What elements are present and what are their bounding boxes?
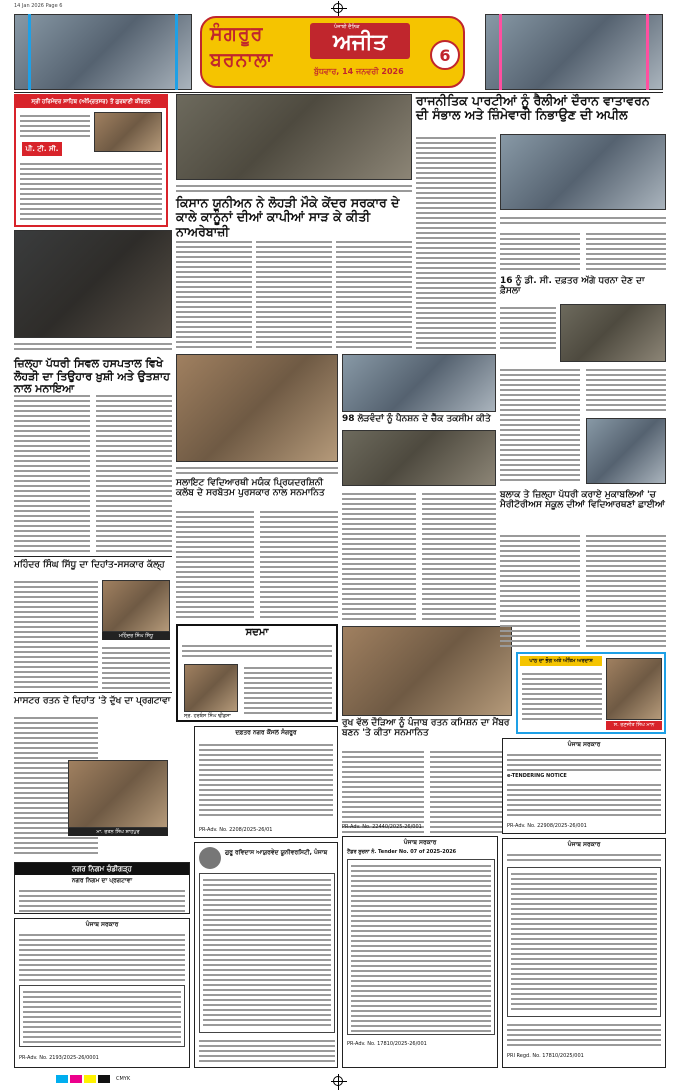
farmer-protest-photo — [176, 94, 412, 180]
print-slug: 14 Jan 2026 Page 6 — [14, 3, 63, 9]
pension-story-col1 — [342, 490, 416, 622]
nagar-nigam-ad — [14, 862, 190, 914]
dc-story-col3 — [586, 366, 666, 414]
shradhanjali-ad — [516, 652, 666, 734]
environment-photo — [500, 134, 666, 210]
punjab-gov-right2-footer — [507, 1021, 661, 1047]
sadma-ad — [176, 624, 338, 722]
e-tender-label: e-TENDERING NOTICE — [507, 773, 567, 779]
cook-photo-caption: ਮਾ. ਰਤਨ ਸਿੰਘ ਸ਼ਾਹਪੁਰ — [68, 828, 168, 836]
swatch-yellow — [84, 1075, 96, 1083]
university-logo — [199, 847, 221, 869]
gurbani-ad-schedule — [20, 160, 162, 224]
masthead-right-frame — [499, 14, 649, 90]
masthead-banner — [200, 16, 465, 88]
block-story-col1 — [500, 532, 580, 648]
masthead-left-frame — [28, 14, 178, 90]
punjab-gov-right2-intro — [507, 851, 661, 865]
registration-mark-bottom — [333, 1076, 343, 1086]
students-story-col1 — [176, 508, 254, 620]
nagar-nigam-title: ਨਗਰ ਨਿਗਮ ਚੰਡੀਗੜ੍ਹ — [15, 863, 189, 875]
pr-adv-tender: PR-Adv. No. 17810/2025-26/001 — [347, 1041, 427, 1047]
university-ad — [194, 842, 338, 1068]
university-title: ਗੁਰੂ ਰਵਿਦਾਸ ਆਯੁਰਵੇਦ ਯੂਨੀਵਰਸਿਟੀ, ਪੰਜਾਬ — [225, 849, 328, 856]
environment-story-col — [416, 134, 496, 350]
block-headline: ਬਲਾਕ ਤੇ ਜ਼ਿਲ੍ਹਾ ਪੱਧਰੀ ਕਰਾਏ ਮੁਕਾਬਲਿਆਂ 'ਚ ਮੈਰੀਟੋਰੀਅਸ ਸਕੂਲ ਦੀਆਂ ਵਿਦਿਆਰਥਣਾਂ ਛਾਈਆਂ — [500, 490, 665, 511]
sadma-photo-caption: ਸ੍ਰ. ਹਰਬੰਸ ਸਿੰਘ ਢੀਂਡਸਾ — [184, 713, 231, 719]
punjab-gov-right1-body — [507, 781, 661, 819]
punjab-gov-left-table — [19, 985, 185, 1047]
punjab-gov-left-title: ਪੰਜਾਬ ਸਰਕਾਰ — [85, 921, 119, 928]
tender-table — [347, 859, 495, 1035]
shradhanjali-text — [522, 670, 602, 724]
students-story-col2 — [260, 508, 338, 620]
nagar-nigam-text — [19, 887, 185, 913]
punjab-gov-left-text — [19, 931, 185, 981]
gurbani-ad — [14, 94, 168, 227]
left-rule-1 — [14, 556, 172, 557]
gurbani-ad-title: ਸ੍ਰੀ ਹਰਿਮੰਦਰ ਸਾਹਿਬ (ਅੰਮ੍ਰਿਤਸਰ) ਤੋਂ ਗੁਰਬਾਣੀ ਕੀਰਤਨ — [16, 96, 166, 108]
punjab-rattan-headline: ਰੁਖ ਵੱਲ ਦੌੜਿਆ ਨੂੰ ਪੰਜਾਬ ਰਤਨ ਕਮਿਸ਼ਨ ਦਾ ਮੈਂਬਰ ਬਣਨ 'ਤੇ ਕੀਤਾ ਸਨਮਾਨਿਤ — [342, 718, 510, 739]
dc-story-col1 — [500, 304, 556, 350]
paper-tag: ਪੰਜਾਬੀ ਦੈਨਿਕ — [334, 24, 360, 30]
cook-headline: ਮਾਸਟਰ ਰਤਨ ਦੇ ਦਿਹਾਂਤ 'ਤੇ ਦੁੱਖ ਦਾ ਪ੍ਰਗਟਾਵਾ — [14, 696, 171, 706]
pension-photo — [342, 354, 496, 412]
dc-headline: 16 ਨੂੰ ਡੀ. ਸੀ. ਦਫ਼ਤਰ ਅੱਗੇ ਧਰਨਾ ਦੇਣ ਦਾ ਫ਼ੈਸਲਾ — [500, 276, 645, 297]
pr-adv-rattan: PR-Adv. No. 22440/2025-26/001 — [342, 824, 422, 830]
environment-story-col3 — [586, 230, 666, 272]
punjab-rattan-col2 — [430, 748, 512, 834]
girls-headline: 98 ਲੋੜਵੰਦਾਂ ਨੂੰ ਪੈਨਸ਼ਨ ਦੇ ਚੈੱਕ ਤਕਸੀਮ ਕੀਤੇ — [342, 414, 491, 424]
tender-ad — [342, 836, 498, 1068]
punjab-gov-right1-title: ਪੰਜਾਬ ਸਰਕਾਰ — [567, 741, 601, 748]
shradhanjali-photo — [606, 658, 662, 720]
swatch-black — [98, 1075, 110, 1083]
punjab-gov-ad-left — [14, 918, 190, 1068]
farmer-story-col2 — [256, 238, 332, 350]
swatch-cyan — [56, 1075, 68, 1083]
punjab-gov-ad-right-2 — [502, 838, 666, 1068]
punjab-gov-right2-title: ਪੰਜਾਬ ਸਰਕਾਰ — [567, 841, 601, 848]
obit-story-col2 — [102, 644, 170, 688]
swatch-magenta — [70, 1075, 82, 1083]
paper-name-box — [310, 23, 410, 59]
punjab-gov-right2-table — [507, 867, 661, 1017]
paper-name: ਅਜੀਤ — [333, 30, 387, 55]
punjab-gov-right1-text — [507, 751, 661, 771]
farmer-photo-caption — [176, 182, 412, 194]
nagar-nigam-sub: ਨਗਰ ਨਿਗਮ ਦਾ ਪ੍ਰਗਟਾਵਾ — [71, 877, 133, 884]
sadma-photo — [184, 664, 238, 712]
sadma-intro — [182, 642, 332, 660]
students-group-photo — [176, 354, 338, 462]
nagar-council-text — [199, 741, 333, 821]
page-number: 6 — [430, 40, 460, 70]
university-footer — [199, 1037, 335, 1065]
lohri-photo-caption — [14, 340, 172, 354]
edition-date: ਬੁੱਧਵਾਰ, 14 ਜਨਵਰੀ 2026 — [314, 67, 404, 76]
students-headline: ਸਲਾਇਟ ਵਿਦਿਆਰਥੀ ਮਯੰਕ ਪ੍ਰਿਯਦਰਸ਼ਿਨੀ ਕਲੱਬ ਦੇ ਸਰਬੋਤਮ ਪੁਰਸਕਾਰ ਨਾਲ ਸਨਮਾਨਿਤ — [176, 478, 325, 499]
pr-adv-left: PR-Adv. No. 2193/2025-26/0001 — [19, 1055, 99, 1061]
pr-adv-right2: PRI Regd. No. 17810/2025/001 — [507, 1053, 584, 1059]
obit-headline: ਮਹਿੰਦਰ ਸਿੰਘ ਸਿੱਧੂ ਦਾ ਦਿਹਾਂਤ-ਸਸਕਾਰ ਕੱਲ੍ਹ — [14, 560, 165, 570]
pr-adv-council: PR-Adv. No. 2208/2025-26/01 — [199, 827, 273, 833]
ptc-badge: ਪੀ. ਟੀ. ਸੀ. — [22, 142, 62, 156]
obit-photo-caption: ਮਹਿੰਦਰ ਸਿੰਘ ਸਿੱਧੂ — [102, 632, 170, 640]
farmer-story-col3 — [336, 238, 412, 350]
sadma-title: ਸਦਮਾ — [245, 627, 269, 638]
sadma-text — [244, 664, 332, 716]
gurbani-ad-text — [20, 112, 90, 140]
tender-no: ਟੈਂਡਰ ਸੂਚਨਾ ਨੰ. Tender No. 07 of 2025-2026 — [347, 849, 457, 855]
shradhanjali-photo-caption: ਸ. ਰਣਜੀਤ ਸਿੰਘ ਮਾਨ — [606, 721, 662, 730]
students-photo-caption — [176, 464, 338, 476]
registration-mark-top — [333, 3, 343, 13]
tender-title: ਪੰਜਾਬ ਸਰਕਾਰ — [403, 839, 437, 846]
hospital-headline: ਜ਼ਿਲ੍ਹਾ ਪੱਧਰੀ ਸਿਵਲ ਹਸਪਤਾਲ ਵਿਖੇ ਲੋਹੜੀ ਦਾ ਤਿਉਹਾਰ ਖ਼ੁਸ਼ੀ ਅਤੇ ਉਤਸ਼ਾਹ ਨਾਲ ਮਨਾਇਆ — [14, 357, 170, 396]
lohri-bonfire-photo — [14, 230, 172, 338]
pension-photo-2 — [342, 430, 496, 486]
obit-story — [14, 578, 98, 688]
shradhanjali-title: ਪਾਠ ਦਾ ਭੋਗ ਅਤੇ ਅੰਤਿਮ ਅਰਦਾਸ — [520, 656, 602, 666]
environment-story-col2 — [500, 230, 580, 272]
obit-photo — [102, 580, 170, 632]
environment-headline: ਰਾਜਨੀਤਿਕ ਪਾਰਟੀਆਂ ਨੂੰ ਰੈਲੀਆਂ ਦੌਰਾਨ ਵਾਤਾਵਰਨ ਦੀ ਸੰਭਾਲ ਅਤੇ ਜ਼ਿੰਮੇਵਾਰੀ ਨਿਭਾਉਣ ਦੀ ਅਪੀਲ — [416, 93, 650, 123]
block-story-col2 — [586, 532, 666, 648]
left-rule-2 — [14, 692, 172, 693]
cmyk-label: CMYK — [116, 1076, 131, 1082]
nagar-council-ad — [194, 726, 338, 838]
pension-story-col2 — [422, 490, 496, 622]
dc-story-col2 — [500, 366, 580, 484]
school-girls-photo — [586, 418, 666, 484]
university-table — [199, 873, 335, 1033]
section-title-line1: ਸੰਗਰੂਰ — [210, 23, 264, 45]
section-title-line2: ਬਰਨਾਲਾ — [210, 49, 274, 71]
pr-adv-right1: PR-Adv. No. 22908/2025-26/001 — [507, 823, 587, 829]
color-calibration-bar — [56, 1074, 316, 1084]
farmer-headline: ਕਿਸਾਨ ਯੂਨੀਅਨ ਨੇ ਲੋਹੜੀ ਮੌਕੇ ਕੇਂਦਰ ਸਰਕਾਰ ਦੇ ਕਾਲੇ ਕਾਨੂੰਨਾਂ ਦੀਆਂ ਕਾਪੀਆਂ ਸਾੜ ਕੇ ਕੀਤੀ ਨਾਅਰੇਬਾਜ਼ੀ — [176, 195, 400, 239]
masthead — [14, 14, 663, 90]
punjab-gov-ad-right-1 — [502, 738, 666, 834]
punjab-rattan-photo — [342, 626, 512, 716]
farmer-story-col1 — [176, 238, 252, 350]
golden-temple-photo — [94, 112, 162, 152]
nagar-council-title: ਦਫ਼ਤਰ ਨਗਰ ਕੌਂਸਲ ਸੰਗਰੂਰ — [235, 729, 297, 736]
environment-caption — [500, 214, 666, 226]
hospital-story-col2 — [96, 392, 172, 552]
cook-photo — [68, 760, 168, 828]
punjab-rattan-col1 — [342, 748, 424, 834]
hospital-story-col1 — [14, 392, 90, 552]
dc-photo — [560, 304, 666, 362]
